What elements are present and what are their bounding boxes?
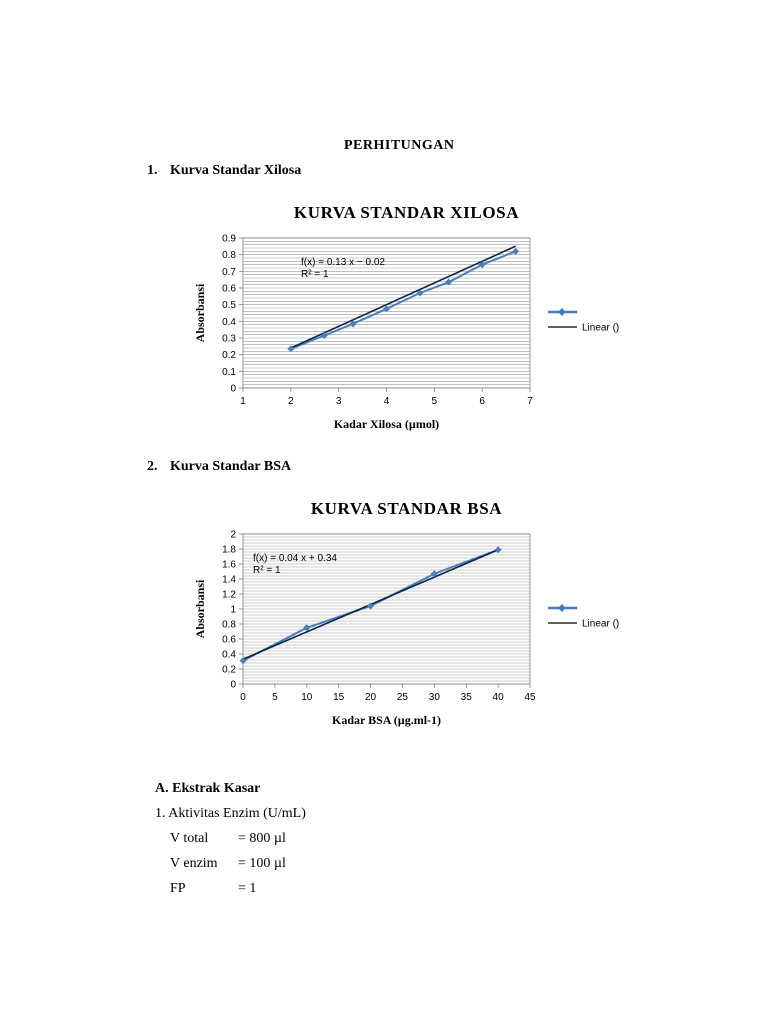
section-a-heading: A. Ekstrak Kasar: [155, 781, 261, 796]
x-tick-label: 7: [527, 396, 533, 407]
y-tick-label: 1: [230, 604, 236, 616]
y-tick-label: 0.8: [222, 619, 236, 631]
y-tick-label: 0.7: [222, 266, 236, 278]
trendline-equation: f(x) = 0.04 x + 0.34: [253, 553, 337, 564]
y-tick-label: 0.8: [222, 250, 236, 262]
y-tick-label: 0.3: [222, 333, 236, 345]
y-tick-label: 2: [230, 529, 236, 541]
fp-label: FP: [170, 881, 186, 896]
enzyme-activity-item: 1. Aktivitas Enzim (U/mL): [155, 806, 306, 821]
x-tick-label: 4: [383, 396, 390, 407]
y-tick-label: 0.4: [222, 316, 236, 328]
section-1-number: 1.: [147, 163, 158, 178]
x-tick-label: 5: [272, 692, 278, 703]
chart-title: KURVA STANDAR BSA: [310, 499, 503, 518]
y-tick-label: 0.6: [222, 634, 236, 646]
x-tick-label: 2: [288, 396, 294, 407]
chart-bsa: [190, 492, 630, 732]
x-tick-label: 25: [396, 692, 409, 703]
chart-title: KURVA STANDAR XILOSA: [293, 203, 520, 222]
y-tick-label: 1.2: [222, 589, 236, 601]
fp-value: = 1: [238, 881, 257, 896]
section-2-label: Kurva Standar BSA: [170, 459, 292, 474]
x-tick-label: 35: [460, 692, 472, 703]
v-total-value: = 800 µl: [238, 831, 286, 846]
x-tick-label: 45: [524, 692, 536, 703]
y-tick-label: 1.4: [222, 574, 236, 586]
section-1-label: Kurva Standar Xilosa: [170, 163, 302, 178]
x-tick-label: 3: [335, 396, 342, 407]
page-title: PERHITUNGAN: [344, 138, 455, 153]
x-axis-label: Kadar BSA (µg.ml-1): [331, 713, 442, 727]
y-tick-label: 0: [230, 383, 236, 395]
chart-xilosa: [190, 196, 630, 436]
trendline-equation: f(x) = 0.13 x − 0.02: [301, 257, 385, 268]
x-tick-label: 30: [428, 692, 440, 703]
trendline-r-squared: R² = 1: [253, 565, 281, 576]
y-tick-label: 0.5: [222, 300, 236, 312]
chart-bsa-svg: [190, 492, 630, 732]
x-tick-label: 1: [240, 396, 246, 407]
v-enzim-value: = 100 µl: [238, 856, 286, 871]
x-tick-label: 20: [364, 692, 377, 703]
v-enzim-label: V enzim: [170, 856, 218, 871]
y-axis-label: Absorbansi: [193, 579, 207, 639]
x-tick-label: 10: [301, 692, 313, 703]
y-tick-label: 0: [230, 679, 236, 691]
x-tick-label: 0: [240, 692, 246, 703]
x-tick-label: 5: [431, 396, 438, 407]
y-tick-label: 1.8: [222, 544, 236, 556]
legend-series-marker: [558, 308, 566, 316]
section-2-number: 2.: [147, 459, 158, 474]
data-point: [512, 248, 519, 255]
chart-xilosa-svg: [190, 196, 630, 436]
y-tick-label: 0.1: [222, 366, 236, 378]
legend-series-marker: [558, 604, 566, 612]
y-tick-label: 1.6: [222, 559, 236, 571]
x-tick-label: 15: [333, 692, 345, 703]
y-tick-label: 0.9: [222, 233, 236, 245]
legend-linear-label: Linear (): [582, 618, 620, 630]
y-tick-label: 0.2: [222, 664, 236, 676]
v-total-label: V total: [170, 831, 209, 846]
trendline-r-squared: R² = 1: [301, 269, 329, 280]
x-axis-label: Kadar Xilosa (µmol): [333, 417, 440, 431]
legend-linear-label: Linear (): [582, 322, 620, 334]
x-tick-label: 6: [479, 396, 485, 407]
y-tick-label: 0.2: [222, 350, 236, 362]
plot-frame: [243, 238, 530, 388]
y-tick-label: 0.6: [222, 283, 236, 295]
y-tick-label: 0.4: [222, 649, 236, 661]
y-axis-label: Absorbansi: [193, 283, 207, 343]
x-tick-label: 40: [492, 692, 504, 703]
